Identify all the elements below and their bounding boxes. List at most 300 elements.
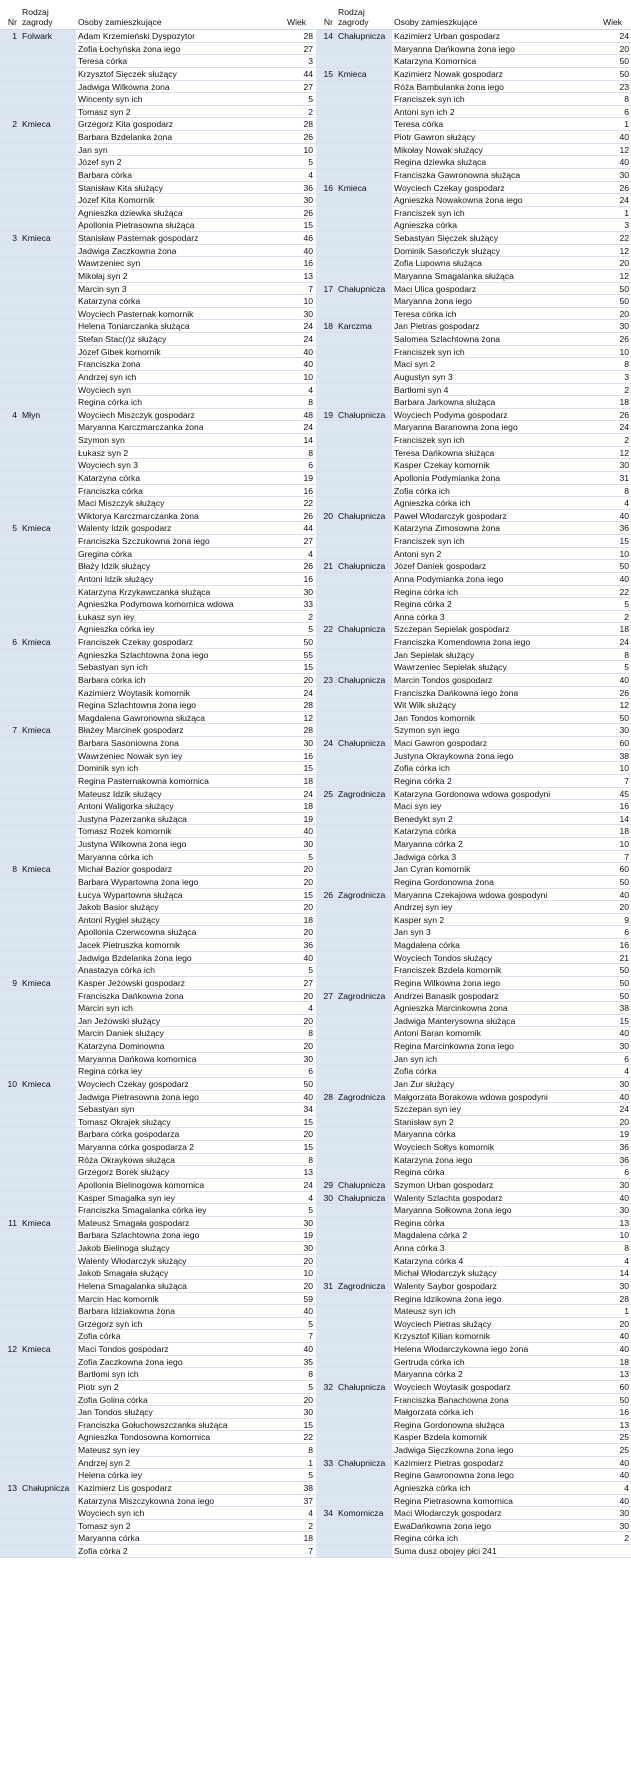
table-row xyxy=(316,926,631,939)
cell-nr xyxy=(316,926,336,938)
cell-person: Regina córka ich xyxy=(392,586,599,598)
cell-type xyxy=(20,762,76,774)
table-row xyxy=(316,510,631,523)
cell-nr xyxy=(0,901,20,913)
cell-person: Zofia Łochyńska żona iego xyxy=(76,43,283,55)
cell-type xyxy=(20,358,76,370)
cell-person: Walenty Włodarczyk służący xyxy=(76,1255,283,1267)
cell-nr xyxy=(0,1128,20,1140)
cell-nr xyxy=(0,1141,20,1153)
table-row xyxy=(316,169,631,182)
cell-type xyxy=(20,219,76,231)
cell-person: Zofia córka xyxy=(76,1330,283,1342)
cell-person: Andrzej syn 2 xyxy=(76,1457,283,1469)
cell-age: 40 xyxy=(283,952,315,964)
cell-type xyxy=(20,1053,76,1065)
cell-nr xyxy=(0,825,20,837)
cell-type xyxy=(336,750,392,762)
table-row xyxy=(0,889,315,902)
cell-nr xyxy=(316,1330,336,1342)
table-row xyxy=(0,1103,315,1116)
cell-person: Agnieszka Tondosowna komornica xyxy=(76,1431,283,1443)
table-row xyxy=(0,1520,315,1533)
cell-type xyxy=(20,1141,76,1153)
cell-type xyxy=(20,775,76,787)
table-row xyxy=(0,661,315,674)
cell-age: 20 xyxy=(283,901,315,913)
cell-age: 60 xyxy=(599,863,631,875)
cell-person: Róża Okraykowa służąca xyxy=(76,1154,283,1166)
cell-nr xyxy=(0,169,20,181)
cell-nr xyxy=(316,661,336,673)
cell-type xyxy=(336,1495,392,1507)
cell-age: 40 xyxy=(599,510,631,522)
cell-type xyxy=(20,169,76,181)
cell-nr xyxy=(316,1293,336,1305)
cell-type xyxy=(336,358,392,370)
cell-nr xyxy=(316,257,336,269)
cell-nr xyxy=(0,1394,20,1406)
cell-person: Katarzyna córka xyxy=(76,472,283,484)
table-row xyxy=(0,144,315,157)
cell-type xyxy=(20,459,76,471)
cell-age: 3 xyxy=(283,55,315,67)
cell-nr xyxy=(316,977,336,989)
cell-type xyxy=(336,522,392,534)
cell-nr xyxy=(316,131,336,143)
cell-person: Agnieszka dziewka służąca xyxy=(76,207,283,219)
cell-type xyxy=(336,914,392,926)
cell-age: 28 xyxy=(599,1293,631,1305)
cell-person: Woyciech syn xyxy=(76,384,283,396)
cell-nr xyxy=(0,396,20,408)
cell-nr: 6 xyxy=(0,636,20,648)
table-row xyxy=(316,1166,631,1179)
cell-person: Maryanna Dańkowna żona iego xyxy=(392,43,599,55)
table-row xyxy=(0,1128,315,1141)
cell-nr xyxy=(0,182,20,194)
cell-person: Katarzyna Dominowna xyxy=(76,1040,283,1052)
table-row xyxy=(316,1318,631,1331)
cell-age: 26 xyxy=(283,131,315,143)
cell-type xyxy=(20,750,76,762)
cell-age: 26 xyxy=(599,409,631,421)
cell-type: Kmieca xyxy=(20,1078,76,1090)
table-row xyxy=(0,459,315,472)
cell-person: Woyciech Pietras służący xyxy=(392,1318,599,1330)
cell-age: 25 xyxy=(599,1444,631,1456)
cell-age: 10 xyxy=(283,295,315,307)
cell-type: Chałupnicza xyxy=(336,30,392,42)
cell-age: 4 xyxy=(599,1065,631,1077)
cell-person: Krzysztof Kilian komornik xyxy=(392,1330,599,1342)
cell-type xyxy=(336,497,392,509)
cell-age: 15 xyxy=(283,661,315,673)
cell-age: 4 xyxy=(283,548,315,560)
table-row xyxy=(0,623,315,636)
cell-type xyxy=(336,1128,392,1140)
cell-age: 50 xyxy=(599,964,631,976)
cell-nr xyxy=(0,283,20,295)
cell-type: Kmieca xyxy=(336,182,392,194)
cell-person: Anastazya córka ich xyxy=(76,964,283,976)
cell-person: Benedykt syn 2 xyxy=(392,813,599,825)
cell-age: 5 xyxy=(283,93,315,105)
cell-age: 40 xyxy=(599,1192,631,1204)
cell-type xyxy=(20,649,76,661)
table-row xyxy=(316,699,631,712)
cell-nr xyxy=(316,1053,336,1065)
cell-person: Mikołay Nowak służący xyxy=(392,144,599,156)
cell-nr xyxy=(316,232,336,244)
cell-person: Kasper Bzdela komornik xyxy=(392,1431,599,1443)
cell-nr xyxy=(0,106,20,118)
cell-nr xyxy=(316,1356,336,1368)
cell-type: Zagrodnicza xyxy=(336,788,392,800)
table-row xyxy=(0,257,315,270)
cell-person: Maryanna córka ich xyxy=(76,851,283,863)
table-row xyxy=(0,1368,315,1381)
cell-person: Andrzej syn iey xyxy=(392,901,599,913)
cell-nr xyxy=(316,586,336,598)
cell-type xyxy=(336,712,392,724)
cell-person: Gregina córka xyxy=(76,548,283,560)
cell-person: Maryanna Dańkowa komornica xyxy=(76,1053,283,1065)
cell-nr xyxy=(316,1217,336,1229)
cell-type xyxy=(336,270,392,282)
table-row xyxy=(0,876,315,889)
cell-person: Regina Gordonowna żona xyxy=(392,876,599,888)
cell-type xyxy=(336,485,392,497)
cell-person: Tomasz syn 2 xyxy=(76,106,283,118)
cell-type xyxy=(336,535,392,547)
table-row xyxy=(0,1091,315,1104)
table-row xyxy=(316,1242,631,1255)
cell-person: Apollonia Bielinogowa komornica xyxy=(76,1179,283,1191)
cell-nr xyxy=(0,699,20,711)
cell-type xyxy=(336,775,392,787)
cell-person: Regina Pasternakowna komornica xyxy=(76,775,283,787)
cell-person: Woyciech Podyma gospodarz xyxy=(392,409,599,421)
cell-nr xyxy=(316,245,336,257)
cell-person: Magdalena córka 2 xyxy=(392,1229,599,1241)
cell-age: 28 xyxy=(283,724,315,736)
cell-nr xyxy=(316,1128,336,1140)
cell-age: 8 xyxy=(599,485,631,497)
cell-nr xyxy=(0,649,20,661)
cell-person: Bartłomi syn ich xyxy=(76,1368,283,1380)
cell-nr xyxy=(316,169,336,181)
table-row xyxy=(316,712,631,725)
cell-age: 8 xyxy=(599,649,631,661)
cell-type: Zagrodnicza xyxy=(336,1091,392,1103)
cell-nr xyxy=(316,548,336,560)
cell-nr xyxy=(316,308,336,320)
cell-nr xyxy=(0,1419,20,1431)
cell-age: 8 xyxy=(599,93,631,105)
cell-age: 26 xyxy=(599,182,631,194)
cell-age: 45 xyxy=(599,788,631,800)
cell-type xyxy=(20,1394,76,1406)
table-row xyxy=(316,207,631,220)
cell-nr xyxy=(316,156,336,168)
cell-age: 15 xyxy=(283,1141,315,1153)
table-row xyxy=(0,901,315,914)
table-row xyxy=(316,118,631,131)
cell-type xyxy=(336,1267,392,1279)
cell-age: 20 xyxy=(283,1394,315,1406)
cell-person: Paweł Włodarczyk gospodarz xyxy=(392,510,599,522)
cell-type xyxy=(336,257,392,269)
cell-nr xyxy=(316,1532,336,1544)
cell-person: Helena córka iey xyxy=(76,1469,283,1481)
cell-person: Antoni Baran komornik xyxy=(392,1027,599,1039)
table-row xyxy=(316,1192,631,1205)
table-row xyxy=(0,1229,315,1242)
table-row xyxy=(0,1532,315,1545)
cell-type xyxy=(336,1305,392,1317)
table-row xyxy=(316,295,631,308)
cell-type xyxy=(20,1116,76,1128)
cell-type: Kmieca xyxy=(20,863,76,875)
cell-age: 38 xyxy=(599,750,631,762)
table-row xyxy=(0,586,315,599)
table-row xyxy=(0,421,315,434)
cell-nr xyxy=(316,1406,336,1418)
table-row xyxy=(316,1495,631,1508)
cell-type xyxy=(336,245,392,257)
cell-person: Jadwiga Bzdelanka żona iego xyxy=(76,952,283,964)
cell-age: 8 xyxy=(283,1027,315,1039)
table-row xyxy=(0,447,315,460)
table-row xyxy=(0,1545,315,1558)
cell-type xyxy=(20,800,76,812)
cell-type xyxy=(20,914,76,926)
cell-nr xyxy=(0,964,20,976)
cell-age: 6 xyxy=(599,1053,631,1065)
cell-age: 40 xyxy=(599,1457,631,1469)
cell-nr xyxy=(0,1002,20,1014)
cell-nr xyxy=(316,270,336,282)
cell-nr: 34 xyxy=(316,1507,336,1519)
table-row xyxy=(316,396,631,409)
cell-nr: 33 xyxy=(316,1457,336,1469)
cell-person: Barbara Idziakowna żona xyxy=(76,1305,283,1317)
cell-person: Walenty Idzik gospodarz xyxy=(76,522,283,534)
cell-type xyxy=(20,788,76,800)
cell-type xyxy=(336,459,392,471)
cell-nr: 15 xyxy=(316,68,336,80)
cell-nr xyxy=(0,876,20,888)
cell-person: Wit Wilk służący xyxy=(392,699,599,711)
cell-type xyxy=(20,1040,76,1052)
cell-type xyxy=(20,1406,76,1418)
cell-type xyxy=(20,1128,76,1140)
table-row xyxy=(316,964,631,977)
cell-type xyxy=(20,43,76,55)
cell-type xyxy=(20,661,76,673)
cell-age: 36 xyxy=(283,939,315,951)
table-row xyxy=(316,548,631,561)
table-row xyxy=(316,55,631,68)
cell-nr xyxy=(0,1381,20,1393)
cell-age: 36 xyxy=(599,1141,631,1153)
cell-age: 18 xyxy=(599,396,631,408)
table-row xyxy=(316,1141,631,1154)
cell-nr xyxy=(0,472,20,484)
cell-person: Kazimierz Lis gospodarz xyxy=(76,1482,283,1494)
cell-type xyxy=(20,889,76,901)
cell-nr xyxy=(316,1015,336,1027)
table-row xyxy=(0,194,315,207)
cell-person: Małgorzata córka ich xyxy=(392,1406,599,1418)
table-row xyxy=(0,1027,315,1040)
table-row xyxy=(316,1002,631,1015)
cell-nr xyxy=(0,68,20,80)
cell-nr xyxy=(0,245,20,257)
cell-type xyxy=(20,308,76,320)
cell-nr xyxy=(316,1444,336,1456)
cell-nr xyxy=(0,990,20,1002)
cell-age: 12 xyxy=(599,245,631,257)
cell-age: 4 xyxy=(283,1002,315,1014)
cell-person: Antoni Idzik służący xyxy=(76,573,283,585)
cell-age: 5 xyxy=(283,156,315,168)
table-row xyxy=(0,1495,315,1508)
cell-nr xyxy=(0,661,20,673)
table-row xyxy=(0,611,315,624)
cell-type xyxy=(20,106,76,118)
table-row xyxy=(0,1330,315,1343)
cell-age: 5 xyxy=(599,661,631,673)
cell-type xyxy=(20,1103,76,1115)
header-type: Rodzaj zagrody xyxy=(338,7,369,27)
cell-person: Franciszka Komendowna żona iego xyxy=(392,636,599,648)
cell-nr: 25 xyxy=(316,788,336,800)
cell-nr xyxy=(0,510,20,522)
cell-person: Anna córka 3 xyxy=(392,611,599,623)
cell-nr xyxy=(316,207,336,219)
cell-nr: 3 xyxy=(0,232,20,244)
cell-age: 40 xyxy=(283,1305,315,1317)
cell-type: Chałupnicza xyxy=(336,1457,392,1469)
table-row xyxy=(0,762,315,775)
cell-person: Kazimierz Nowak gospodarz xyxy=(392,68,599,80)
cell-age: 4 xyxy=(283,169,315,181)
cell-type xyxy=(336,687,392,699)
cell-type: Kmieca xyxy=(20,636,76,648)
cell-nr xyxy=(316,93,336,105)
table-row xyxy=(0,775,315,788)
table-row xyxy=(0,522,315,535)
table-row xyxy=(316,775,631,788)
table-row xyxy=(0,1444,315,1457)
cell-person: Franciszek syn ich xyxy=(392,434,599,446)
cell-type xyxy=(20,1444,76,1456)
cell-age: 44 xyxy=(283,522,315,534)
table-row xyxy=(0,1356,315,1369)
cell-type xyxy=(336,396,392,408)
cell-type xyxy=(20,560,76,572)
cell-nr xyxy=(316,952,336,964)
cell-person: Franciszka Gawronowna służąca xyxy=(392,169,599,181)
table-row xyxy=(316,1015,631,1028)
table-row xyxy=(0,825,315,838)
table-row xyxy=(0,131,315,144)
cell-person: Woyciech syn 3 xyxy=(76,459,283,471)
table-row xyxy=(0,737,315,750)
cell-nr xyxy=(0,497,20,509)
cell-age: 25 xyxy=(599,1431,631,1443)
table-row xyxy=(0,1040,315,1053)
cell-type xyxy=(336,1368,392,1380)
table-row xyxy=(0,434,315,447)
cell-nr xyxy=(0,358,20,370)
cell-type xyxy=(336,1532,392,1544)
cell-person: Teresa Dańkowna służąca xyxy=(392,447,599,459)
cell-age: 4 xyxy=(599,497,631,509)
table-row xyxy=(316,939,631,952)
table-row xyxy=(0,1053,315,1066)
cell-age: 34 xyxy=(283,1103,315,1115)
table-row xyxy=(0,674,315,687)
table-row xyxy=(316,1053,631,1066)
cell-type xyxy=(20,1545,76,1557)
cell-age: 12 xyxy=(599,447,631,459)
table-row xyxy=(0,81,315,94)
cell-nr xyxy=(0,384,20,396)
cell-age: 6 xyxy=(599,106,631,118)
cell-age: 55 xyxy=(283,649,315,661)
cell-nr xyxy=(316,1482,336,1494)
cell-person: Regina córka ich xyxy=(392,1532,599,1544)
cell-age: 50 xyxy=(599,977,631,989)
cell-nr xyxy=(316,1431,336,1443)
cell-type xyxy=(336,548,392,560)
cell-person: Regina córka 2 xyxy=(392,598,599,610)
cell-age: 10 xyxy=(599,548,631,560)
cell-type xyxy=(336,144,392,156)
table-row xyxy=(0,497,315,510)
cell-type xyxy=(336,1545,392,1557)
cell-type: Chałupnicza xyxy=(336,623,392,635)
cell-nr: 22 xyxy=(316,623,336,635)
cell-person: Antoni syn ich 2 xyxy=(392,106,599,118)
cell-age: 50 xyxy=(599,68,631,80)
cell-type xyxy=(20,1507,76,1519)
cell-type xyxy=(20,1305,76,1317)
table-header xyxy=(316,0,631,30)
cell-age: 50 xyxy=(599,876,631,888)
cell-person: Kasper syn 2 xyxy=(392,914,599,926)
cell-nr xyxy=(0,434,20,446)
cell-age: 30 xyxy=(599,1520,631,1532)
cell-type xyxy=(336,308,392,320)
cell-nr xyxy=(316,1469,336,1481)
cell-person: Kasper Smagałka syn iey xyxy=(76,1192,283,1204)
cell-age: 7 xyxy=(599,851,631,863)
cell-person: Kazimierz Pietras gospodarz xyxy=(392,1457,599,1469)
cell-nr xyxy=(316,825,336,837)
table-row xyxy=(316,724,631,737)
cell-nr xyxy=(316,81,336,93)
cell-type xyxy=(336,863,392,875)
table-row xyxy=(316,1305,631,1318)
cell-age: 13 xyxy=(283,1166,315,1178)
cell-nr xyxy=(0,851,20,863)
cell-type xyxy=(336,194,392,206)
cell-person: Maryanna Sołkowna żona iego xyxy=(392,1204,599,1216)
